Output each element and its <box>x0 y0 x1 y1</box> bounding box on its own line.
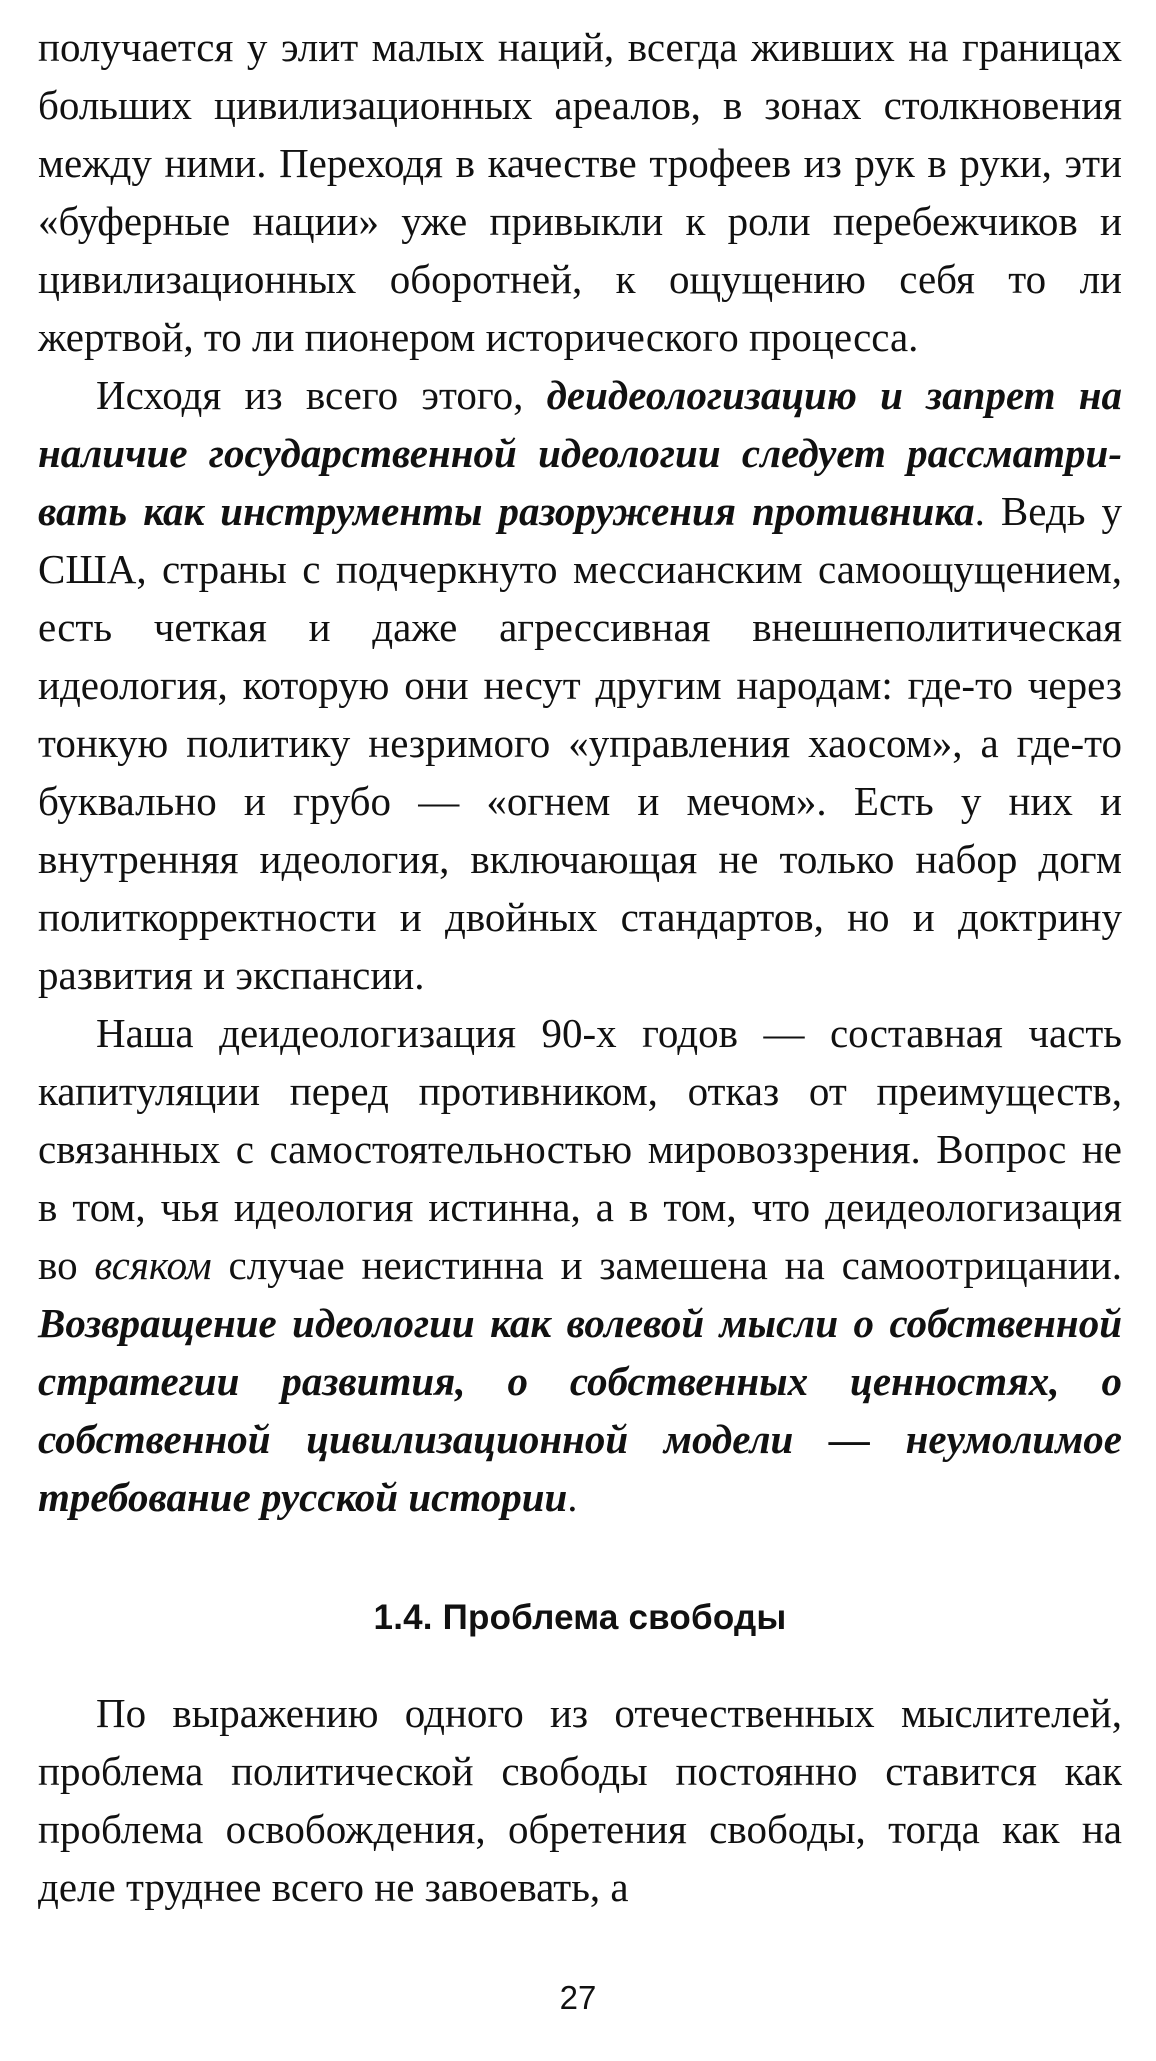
paragraph-3-italic: всяком <box>94 1242 212 1288</box>
paragraph-2-start: Исходя из всего этого, <box>96 372 547 418</box>
section-heading: 1.4. Проблема свободы <box>373 1598 787 1637</box>
paragraph-2 <box>38 366 1122 1004</box>
paragraph-2-emphasis: деидеологизацию и запрет на наличие государственной идеологии следует рассматривать как инструменты разоружения противника <box>38 372 1122 534</box>
paragraph-3-mid: случае неистинна и замешена на самоотрицании. <box>211 1242 1122 1288</box>
paragraph-4-text: По выражению одного из отечественных мыслителей, проблема политической свободы постоянно ставится как проблема освобождения, обретения свободы, тогда как на деле труднее всего не завоевать, а <box>38 1690 1122 1910</box>
paragraph-3 <box>38 1004 1122 1526</box>
paragraph-4 <box>38 1684 1122 1916</box>
book-page <box>38 18 1122 1916</box>
page-number: 27 <box>559 1979 597 2016</box>
paragraph-1 <box>38 18 1122 366</box>
paragraph-3-emphasis: Возвращение идеологии как волевой мысли о собственной стратегии развития, о собственных ценностях, о собственной цивилизационной модели — неумолимое требование русской истории <box>38 1300 1122 1520</box>
paragraph-2-end: . Ведь у США, страны с подчеркнуто мессианским самоощущением, есть четкая и даже агрессивная внешнеполитическая идеология, которую они несут другим народам: где-то через тонкую политику незримого «управления хаосом», а где-то буквально и грубо — «огнем и мечом». Есть у них и внутренняя идеология, включающая не только набор догм политкорректности и двойных стандартов, но и доктрину развития и экспансии. <box>38 488 1122 998</box>
paragraph-3-start: Наша деидеологизация 90-х годов — составная часть капитуляции перед противником, отказ от преимуществ, связанных с самостоятельностью мировоззрения. Вопрос не в том, чья идеология истинна, а в том, что деидеологизация во <box>38 1010 1122 1288</box>
paragraph-3-end: . <box>567 1474 578 1520</box>
paragraph-1-text: получается у элит малых наций, всегда живших на границах больших цивилизационных ареалов, в зонах столкновения между ними. Переходя в качестве трофеев из рук в руки, эти «буферные нации» уже привыкли к роли перебежчиков и цивилизационных оборотней, к ощущению себя то ли жертвой, то ли пионером исторического процесса. <box>38 24 1122 360</box>
